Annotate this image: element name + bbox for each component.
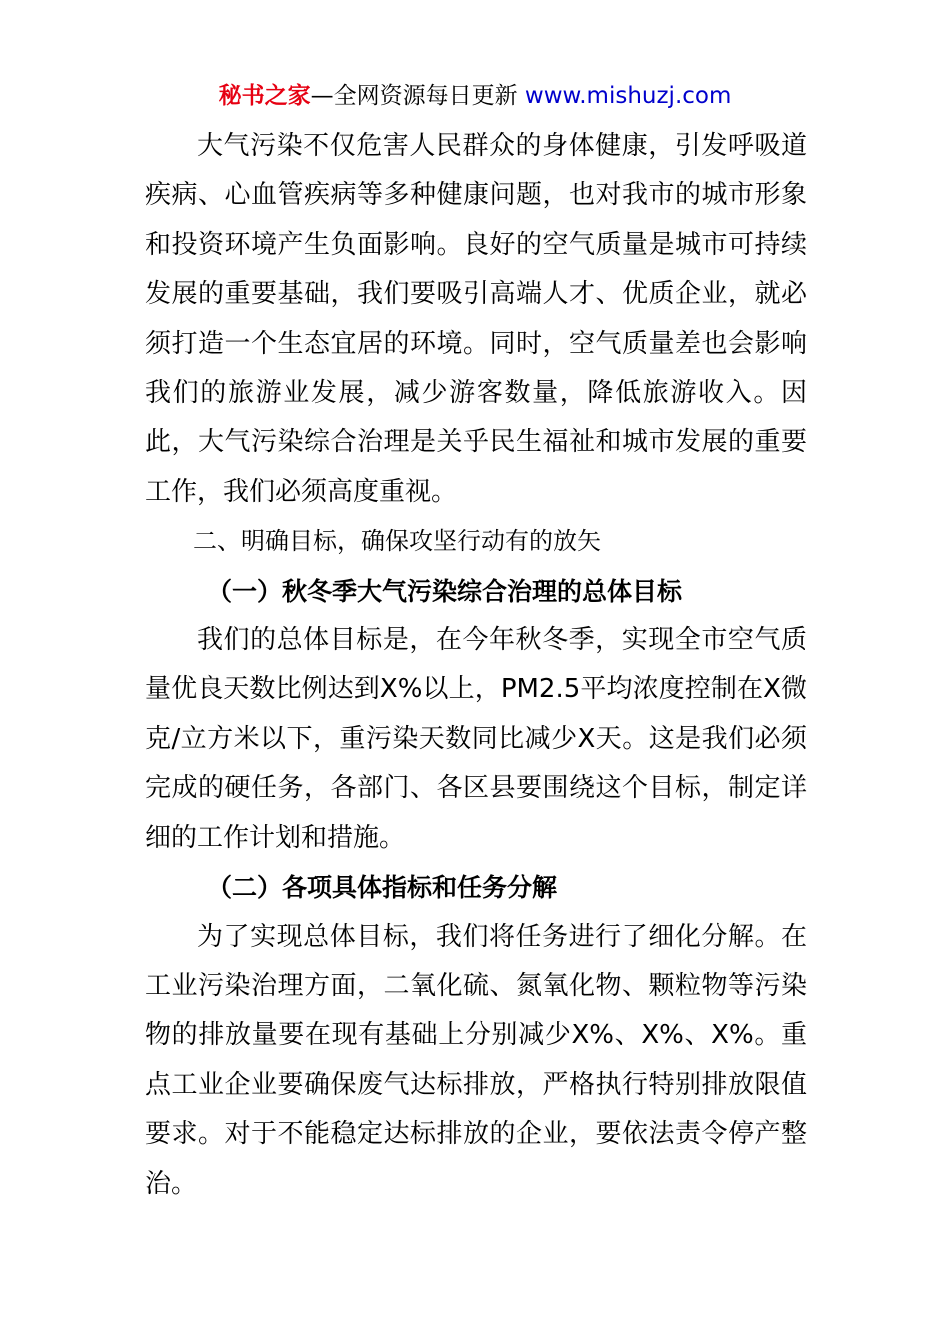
header-dash: —: [310, 83, 334, 109]
paragraph-task-breakdown: 为了实现总体目标，我们将任务进行了细化分解。在工业污染治理方面，二氧化硫、氮氧化物、颗粒物等污染物的排放量要在现有基础上分别减少X%、X%、X%。重点工业企业要确保废气达标排放，严格执行特别排放限值要求。对于不能稳定达标排放的企业，要依法责令停产整治。: [145, 921, 807, 1199]
site-url-link[interactable]: www.mishuzj.com: [524, 83, 732, 109]
document-body: [145, 122, 807, 1209]
paragraph-air-pollution-impact: 大气污染不仅危害人民群众的身体健康，引发呼吸道疾病、心血管疾病等多种健康问题，也对我市的城市形象和投资环境产生负面影响。良好的空气质量是城市可持续发展的重要基础，我们要吸引高端人才、优质企业，就必须打造一个生态宜居的环境。同时，空气质量差也会影响我们的旅游业发展，减少游客数量，降低旅游收入。因此，大气污染综合治理是关乎民生福祉和城市发展的重要工作，我们必须高度重视。: [145, 131, 807, 507]
subheading-overall-goal: （一）秋冬季大气污染综合治理的总体目标: [207, 576, 683, 606]
header-tagline: 全网资源每日更新: [333, 83, 518, 109]
section-heading-goals: 二、明确目标，确保攻坚行动有的放矢: [193, 527, 601, 556]
paragraph-overall-goal: 我们的总体目标是，在今年秋冬季，实现全市空气质量优良天数比例达到X%以上，PM2.5平均浓度控制在X微克/立方米以下，重污染天数同比减少X天。这是我们必须完成的硬任务，各部门、各区县要围绕这个目标，制定详细的工作计划和措施。: [145, 625, 807, 853]
subheading-task-breakdown: （二）各项具体指标和任务分解: [207, 873, 558, 903]
brand-name: 秘书之家: [218, 83, 311, 109]
site-header: [0, 80, 950, 112]
